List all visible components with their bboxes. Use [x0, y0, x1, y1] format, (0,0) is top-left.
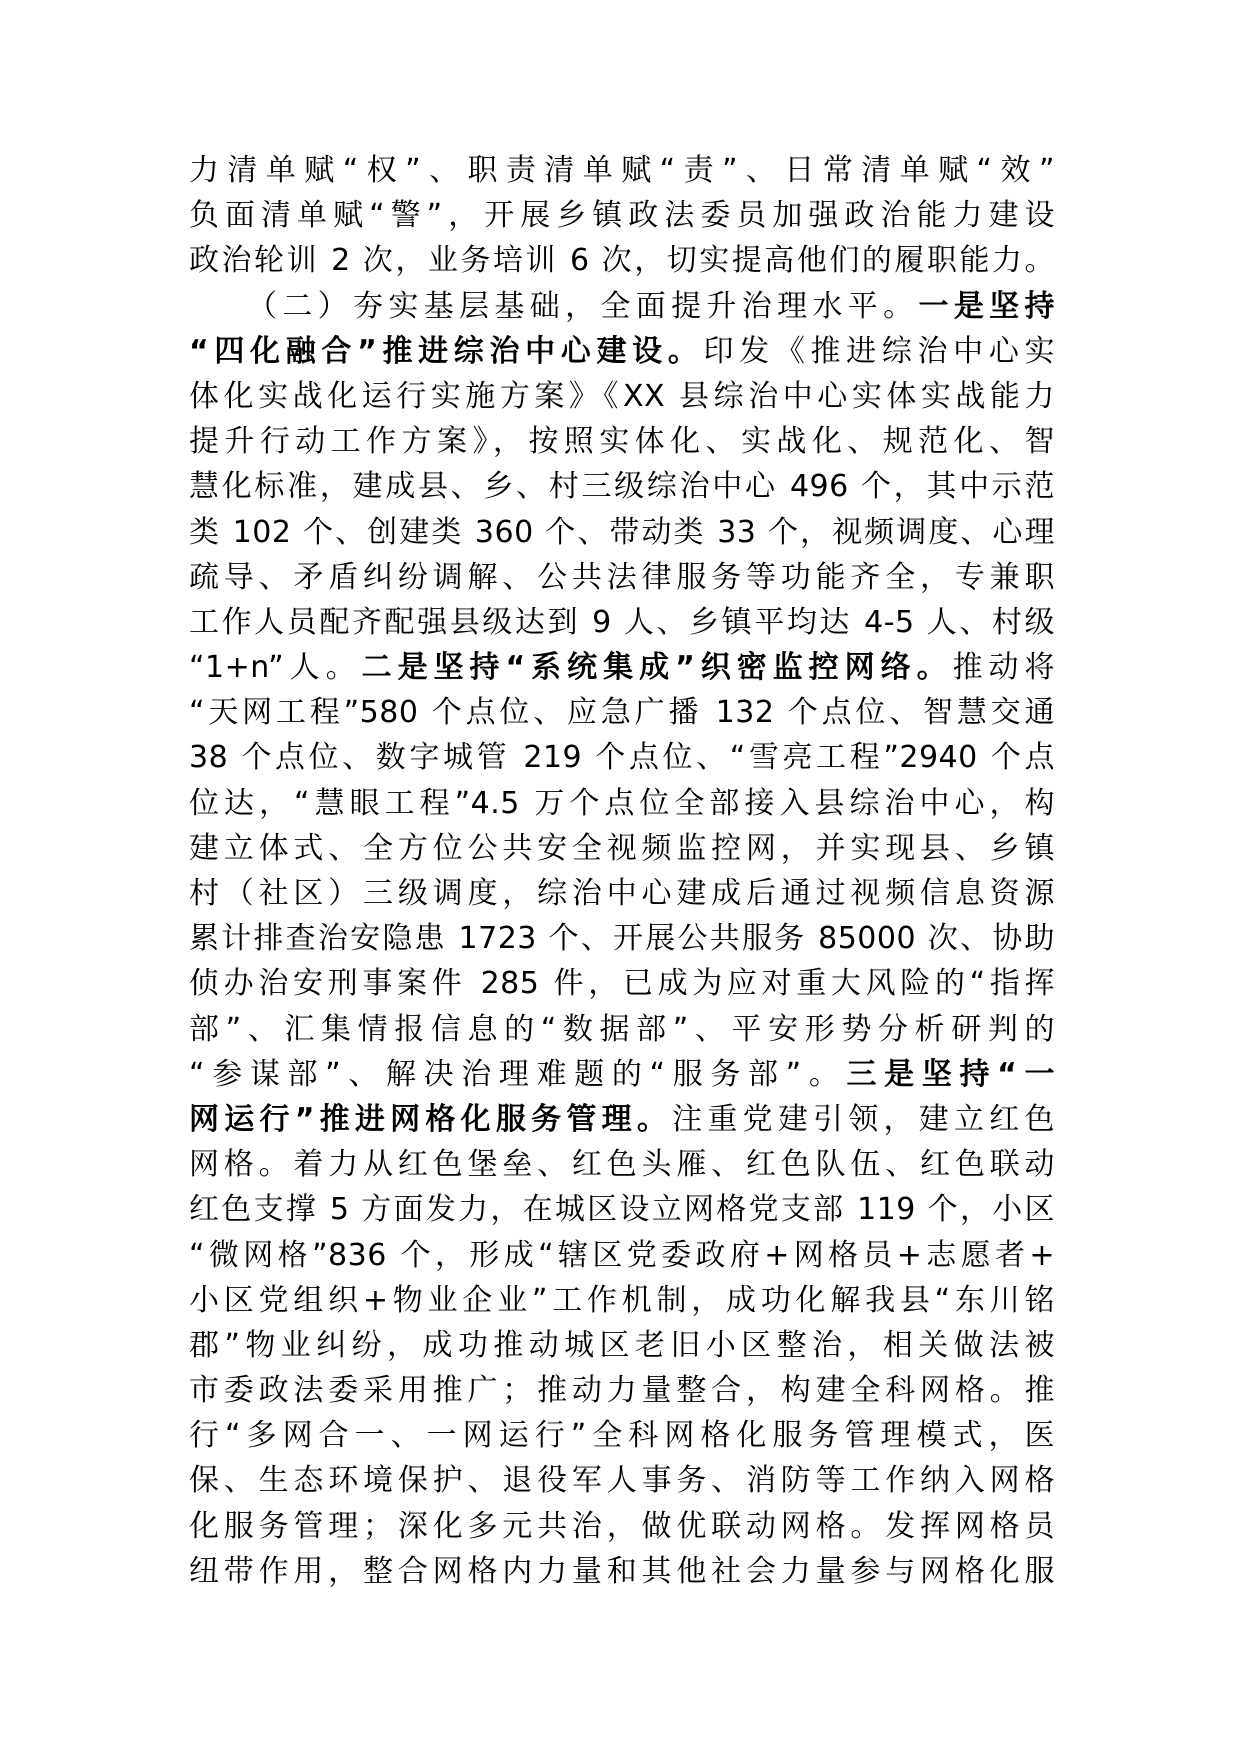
text-segment: 行“多网合一、一网运行”全科网格化服务管理模式，医	[189, 1418, 1055, 1454]
text-segment: 小区党组织+物业企业”工作机制，成功化解我县“东川铭	[189, 1282, 1055, 1318]
text-segment: 印发《推进综治中心实	[703, 333, 1055, 369]
text-line	[189, 374, 1055, 419]
text-line	[189, 1233, 1055, 1278]
text-line	[189, 555, 1055, 600]
text-line	[189, 1097, 1055, 1142]
text-line	[189, 1368, 1055, 1413]
text-segment: 累计排查治安隐患 1723 个、开展公共服务 85000 次、协助	[189, 921, 1055, 957]
text-line	[189, 645, 1055, 690]
text-segment: 注重党建引领，建立红色	[672, 1101, 1055, 1137]
text-segment: 部”、汇集情报信息的“数据部”、平安形势分析研判的	[189, 1011, 1055, 1047]
text-segment: 保、生态环境保护、退役军人事务、消防等工作纳入网格	[189, 1463, 1055, 1499]
text-line	[189, 464, 1055, 509]
text-line	[189, 238, 1055, 283]
text-line	[189, 1323, 1055, 1368]
text-segment: 位达，“慧眼工程”4.5 万个点位全部接入县综治中心，构	[189, 785, 1055, 821]
text-segment: 建立体式、全方位公共安全视频监控网，并实现县、乡镇	[189, 830, 1055, 866]
bold-text-segment: 三是坚持“一	[846, 1056, 1055, 1092]
text-segment: 工作人员配齐配强县级达到 9 人、乡镇平均达 4-5 人、村级	[189, 604, 1055, 640]
document-body	[189, 148, 1055, 1594]
text-line	[189, 735, 1055, 780]
text-segment: 推动将	[952, 650, 1055, 686]
text-segment: 体化实战化运行实施方案》《XX 县综治中心实体实战能力	[189, 378, 1055, 414]
text-line	[189, 1504, 1055, 1549]
text-line	[189, 1549, 1055, 1594]
text-segment: 力清单赋“权”、职责清单赋“责”、日常清单赋“效”	[189, 153, 1055, 188]
text-line	[189, 1142, 1055, 1187]
text-segment: 红色支撑 5 方面发力，在城区设立网格党支部 119 个，小区	[189, 1192, 1055, 1228]
text-segment: 侦办治安刑事案件 285 件，已成为应对重大风险的“指挥	[189, 966, 1055, 1002]
text-line	[189, 1007, 1055, 1052]
text-segment: “天网工程”580 个点位、应急广播 132 个点位、智慧交通	[189, 695, 1055, 731]
text-line	[189, 1052, 1055, 1097]
text-line	[189, 916, 1055, 961]
text-line	[189, 510, 1055, 555]
text-line	[189, 1278, 1055, 1323]
text-line	[189, 826, 1055, 871]
text-line	[189, 690, 1055, 735]
text-line	[189, 148, 1055, 193]
text-segment: 村（社区）三级调度，综治中心建成后通过视频信息资源	[189, 876, 1055, 911]
text-line	[189, 1187, 1055, 1232]
bold-text-segment: 一是坚持	[918, 288, 1055, 324]
bold-text-segment: “四化融合”推进综治中心建设。	[189, 333, 704, 369]
text-segment: 纽带作用，整合网格内力量和其他社会力量参与网格化服	[189, 1553, 1055, 1589]
text-segment: （二）夯实基层基础，全面提升治理水平。	[247, 288, 919, 324]
text-segment: “参谋部”、解决治理难题的“服务部”。	[189, 1056, 847, 1092]
text-segment: “1+n”人。	[189, 650, 362, 686]
text-segment: 网格。着力从红色堡垒、红色头雁、红色队伍、红色联动	[189, 1147, 1055, 1183]
text-segment: 化服务管理；深化多元共治，做优联动网格。发挥网格员	[189, 1508, 1055, 1544]
text-segment: 提升行动工作方案》，按照实体化、实战化、规范化、智	[189, 424, 1055, 460]
bold-text-segment: 网运行”推进网格化服务管理。	[189, 1101, 673, 1137]
text-line	[189, 781, 1055, 826]
text-segment: 38 个点位、数字城管 219 个点位、“雪亮工程”2940 个点	[189, 740, 1055, 776]
text-segment: 负面清单赋“警”，开展乡镇政法委员加强政治能力建设	[189, 198, 1055, 234]
text-line	[189, 193, 1055, 238]
text-segment: 疏导、矛盾纠纷调解、公共法律服务等功能齐全，专兼职	[189, 559, 1055, 595]
text-line	[189, 871, 1055, 916]
text-segment: 政治轮训 2 次，业务培训 6 次，切实提高他们的履职能力。	[189, 243, 1055, 279]
text-line	[189, 600, 1055, 645]
text-segment: 慧化标准，建成县、乡、村三级综治中心 496 个，其中示范	[189, 469, 1055, 505]
text-line	[189, 329, 1055, 374]
text-line	[189, 284, 1055, 329]
text-segment: 郡”物业纠纷，成功推动城区老旧小区整治，相关做法被	[189, 1327, 1055, 1363]
text-segment: “微网格”836 个，形成“辖区党委政府+网格员+志愿者+	[189, 1237, 1055, 1273]
text-line	[189, 1458, 1055, 1503]
bold-text-segment: 二是坚持“系统集成”织密监控网络。	[361, 650, 953, 686]
text-segment: 类 102 个、创建类 360 个、带动类 33 个，视频调度、心理	[189, 514, 1055, 550]
text-line	[189, 419, 1055, 464]
text-line	[189, 1413, 1055, 1458]
text-segment: 市委政法委采用推广；推动力量整合，构建全科网格。推	[189, 1373, 1055, 1409]
text-line	[189, 961, 1055, 1006]
